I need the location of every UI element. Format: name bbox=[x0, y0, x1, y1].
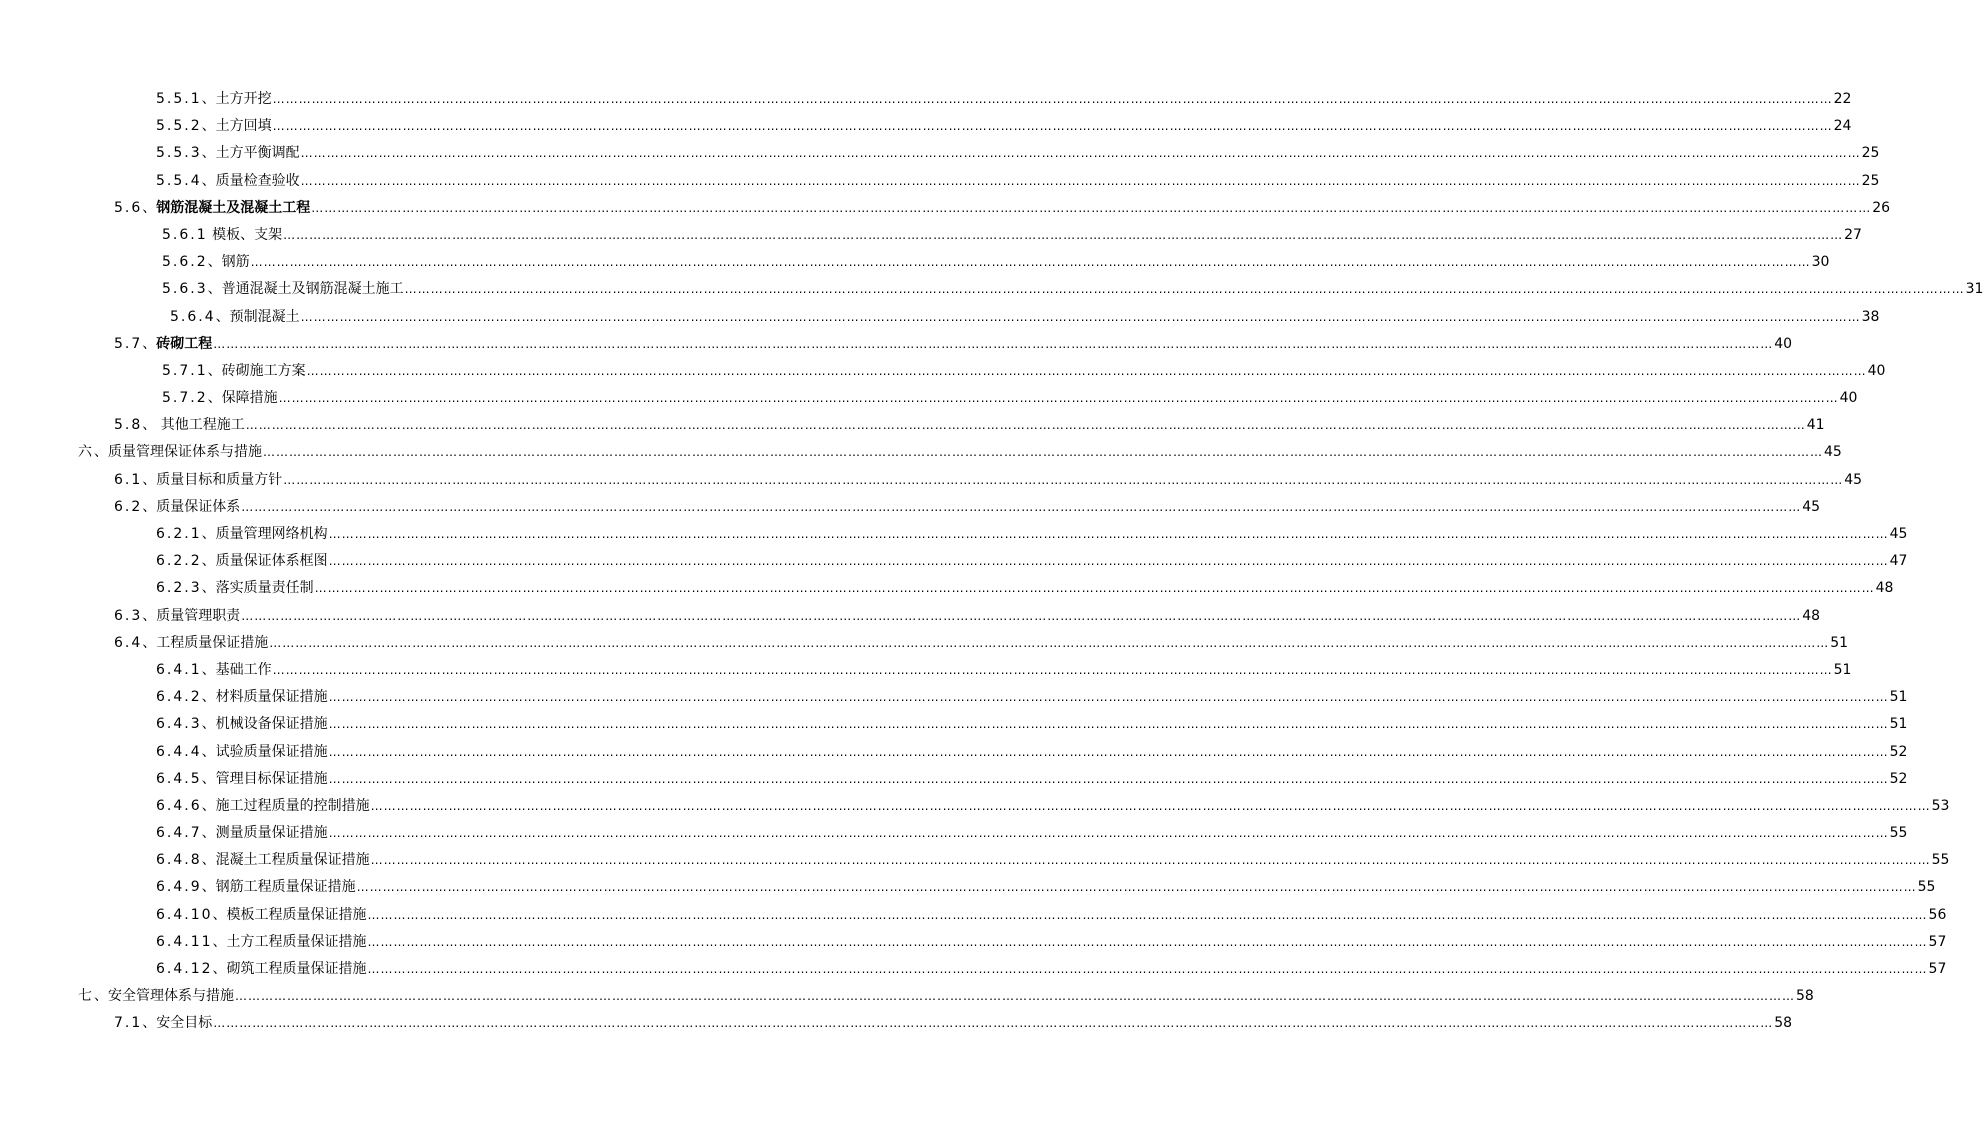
toc-separator: 、 bbox=[142, 471, 157, 488]
toc-section-number: 6.1 bbox=[114, 471, 143, 488]
toc-entry-label bbox=[114, 603, 240, 630]
toc-page-number: 55 bbox=[1889, 825, 1908, 842]
toc-page-number: 45 bbox=[1824, 444, 1842, 461]
toc-section-title: 质量目标和质量方针 bbox=[156, 471, 283, 488]
toc-row[interactable] bbox=[0, 140, 1880, 167]
toc-section-title: 模板工程质量保证措施 bbox=[226, 906, 367, 923]
toc-entry[interactable] bbox=[156, 929, 1947, 956]
toc-entry-label bbox=[162, 358, 306, 385]
toc-page-number: 45 bbox=[1889, 526, 1908, 542]
toc-section-number: 6.4 bbox=[114, 634, 143, 651]
dot-leader: ……………………………………………………………………………………………………………………………………………………………………………………………………………………………………………………………………………………………………………………………… bbox=[250, 255, 1811, 270]
toc-row[interactable] bbox=[0, 439, 1842, 466]
toc-section-title: 材料质量保证措施 bbox=[215, 689, 328, 706]
toc-row[interactable] bbox=[0, 1010, 1793, 1037]
toc-entry[interactable] bbox=[170, 304, 1880, 331]
toc-page-number: 45 bbox=[1802, 498, 1821, 515]
toc-section-number: 5.5.1 bbox=[156, 91, 202, 107]
dot-leader: ……………………………………………………………………………………………………………………………………………………………………………………………………………………………………………………………………………………………………………………………… bbox=[370, 798, 1931, 813]
toc-row[interactable] bbox=[0, 521, 1908, 548]
dot-leader: ……………………………………………………………………………………………………………………………………………………………………………………………………………………………………………………………………………………………………………………………… bbox=[245, 418, 1806, 433]
toc-entry-label bbox=[162, 249, 250, 276]
toc-row[interactable] bbox=[0, 847, 1950, 874]
toc-section-title: 预制混凝土 bbox=[229, 308, 300, 325]
dot-leader: ……………………………………………………………………………………………………………………………………………………………………………………………………………………………………………………………………………………………………………………………… bbox=[283, 472, 1844, 487]
toc-page-number: 38 bbox=[1861, 308, 1880, 325]
toc-section-number: 6.4.12 bbox=[156, 961, 213, 977]
toc-entry-label bbox=[114, 467, 282, 494]
toc-section-title: 土方工程质量保证措施 bbox=[226, 933, 367, 950]
toc-section-number: 5.6 bbox=[114, 199, 143, 216]
toc-separator: 、 bbox=[201, 526, 216, 542]
dot-leader: ……………………………………………………………………………………………………………………………………………………………………………………………………………………………………………………………………………………………………………………………… bbox=[328, 826, 1889, 841]
toc-section-title: 施工过程质量的控制措施 bbox=[215, 797, 370, 814]
toc-separator: 、 bbox=[201, 91, 216, 107]
toc-section-title: 测量质量保证措施 bbox=[215, 825, 328, 842]
toc-section-number: 5.5.3 bbox=[156, 145, 202, 162]
toc-page-number: 22 bbox=[1833, 91, 1852, 107]
toc-row[interactable] bbox=[0, 684, 1908, 711]
toc-section-number: 6.4.5 bbox=[156, 770, 202, 787]
toc-section-number: 6.2 bbox=[114, 498, 143, 515]
toc-row[interactable] bbox=[0, 766, 1908, 793]
toc-section-number: 6.4.6 bbox=[156, 797, 202, 814]
dot-leader: ……………………………………………………………………………………………………………………………………………………………………………………………………………………………………………………………………………………………………………………………… bbox=[328, 554, 1889, 569]
toc-row[interactable] bbox=[0, 657, 1852, 684]
toc-entry[interactable] bbox=[156, 168, 1880, 195]
toc-entry[interactable] bbox=[156, 684, 1908, 711]
toc-section-title: 其他工程施工 bbox=[160, 417, 245, 434]
toc-separator: 、 bbox=[215, 308, 230, 325]
dot-leader: ……………………………………………………………………………………………………………………………………………………………………………………………………………………………………………………………………………………………………………………………… bbox=[300, 309, 1861, 324]
toc-page-number: 30 bbox=[1811, 254, 1830, 271]
toc-section-number: 7.1 bbox=[114, 1015, 143, 1032]
toc-section-title: 质量检查验收 bbox=[215, 172, 300, 189]
toc-row[interactable] bbox=[0, 304, 1880, 331]
toc-page-number: 24 bbox=[1833, 118, 1852, 135]
toc-entry-label bbox=[162, 222, 282, 249]
toc-entry[interactable] bbox=[156, 575, 1894, 602]
toc-section-title: 安全目标 bbox=[156, 1015, 213, 1032]
toc-entry-label bbox=[156, 902, 367, 929]
toc-entry-label bbox=[78, 439, 262, 466]
toc-separator: 、 bbox=[201, 553, 216, 570]
toc-page-number: 52 bbox=[1889, 770, 1908, 787]
toc-row[interactable] bbox=[0, 793, 1950, 820]
toc-separator: 、 bbox=[201, 716, 216, 733]
toc-entry[interactable] bbox=[162, 276, 1983, 303]
toc-row[interactable] bbox=[0, 874, 1936, 901]
dot-leader: ……………………………………………………………………………………………………………………………………………………………………………………………………………………………………………………………………………………………………………………………… bbox=[404, 282, 1965, 297]
toc-section-title: 保障措施 bbox=[221, 390, 278, 407]
toc-entry-label bbox=[162, 276, 404, 303]
toc-separator: 、 bbox=[142, 199, 157, 216]
toc-entry-label bbox=[156, 168, 300, 195]
toc-section-title: 钢筋工程质量保证措施 bbox=[215, 879, 356, 896]
toc-entry-label bbox=[78, 983, 234, 1010]
toc-section-number: 6.4.2 bbox=[156, 689, 202, 706]
toc-page-number: 48 bbox=[1875, 580, 1894, 597]
toc-separator: 、 bbox=[212, 961, 227, 977]
toc-entry-label bbox=[114, 630, 268, 657]
dot-leader: ……………………………………………………………………………………………………………………………………………………………………………………………………………………………………………………………………………………………………………………………… bbox=[328, 771, 1889, 786]
toc-section-number: 5.8 bbox=[114, 417, 143, 434]
toc-entry-label bbox=[114, 412, 245, 439]
dot-leader: ……………………………………………………………………………………………………………………………………………………………………………………………………………………………………………………………………………………………………………………………… bbox=[300, 146, 1861, 161]
toc-section-title: 钢筋混凝土及混凝土工程 bbox=[156, 199, 311, 216]
toc-entry[interactable] bbox=[156, 766, 1908, 793]
toc-row[interactable] bbox=[0, 739, 1908, 766]
toc-entry-label bbox=[114, 331, 212, 358]
toc-separator: 、 bbox=[212, 906, 227, 923]
toc-section-number: 5.7.2 bbox=[162, 390, 208, 407]
dot-leader: ……………………………………………………………………………………………………………………………………………………………………………………………………………………………………………………………………………………………………………………………… bbox=[263, 445, 1823, 460]
toc-section-title: 土方回填 bbox=[215, 118, 272, 135]
toc-row[interactable] bbox=[0, 902, 1947, 929]
toc-page-number: 57 bbox=[1928, 961, 1947, 977]
toc-row[interactable] bbox=[0, 575, 1894, 602]
toc-row[interactable] bbox=[0, 820, 1908, 847]
dot-leader: ……………………………………………………………………………………………………………………………………………………………………………………………………………………………………………………………………………………………………………………………… bbox=[328, 717, 1889, 732]
toc-page-number: 51 bbox=[1889, 689, 1908, 706]
toc-row[interactable] bbox=[0, 331, 1793, 358]
toc-separator: 、 bbox=[201, 743, 216, 760]
toc-entry-label bbox=[156, 548, 328, 575]
dot-leader: ……………………………………………………………………………………………………………………………………………………………………………………………………………………………………………………………………………………………………………………………… bbox=[283, 227, 1844, 242]
toc-entry-label bbox=[156, 657, 272, 684]
toc-entry-label bbox=[156, 766, 328, 793]
toc-section-title: 管理目标保证措施 bbox=[215, 770, 328, 787]
toc-entry-label bbox=[156, 113, 272, 140]
dot-leader: ……………………………………………………………………………………………………………………………………………………………………………………………………………………………………………………………………………………………………………………………… bbox=[300, 173, 1861, 188]
toc-section-title: 砖砌工程 bbox=[156, 335, 213, 352]
toc-separator: 、 bbox=[207, 362, 222, 379]
toc-entry[interactable] bbox=[156, 874, 1936, 901]
toc-entry[interactable] bbox=[156, 847, 1950, 874]
dot-leader: ……………………………………………………………………………………………………………………………………………………………………………………………………………………………………………………………………………………………………………………………… bbox=[272, 662, 1833, 677]
toc-page-number: 56 bbox=[1928, 906, 1947, 923]
toc-separator: 、 bbox=[201, 879, 216, 896]
toc-separator: 、 bbox=[201, 661, 216, 678]
dot-leader: ……………………………………………………………………………………………………………………………………………………………………………………………………………………………………………………………………………………………………………………………… bbox=[328, 690, 1889, 705]
toc-entry[interactable] bbox=[156, 113, 1852, 140]
toc-separator: 、 bbox=[94, 444, 108, 461]
toc-section-title: 砌筑工程质量保证措施 bbox=[226, 961, 367, 977]
dot-leader: ……………………………………………………………………………………………………………………………………………………………………………………………………………………………………………………………………………………………………………………………… bbox=[213, 336, 1774, 351]
toc-section-title: 落实质量责任制 bbox=[215, 580, 314, 597]
toc-entry-label bbox=[156, 521, 328, 548]
toc-page-number: 31 bbox=[1965, 281, 1983, 298]
dot-leader: ……………………………………………………………………………………………………………………………………………………………………………………………………………………………………………………………………………………………………………………………… bbox=[241, 608, 1802, 623]
toc-separator: 、 bbox=[201, 825, 216, 842]
toc-row[interactable] bbox=[0, 929, 1947, 956]
toc-page-number: 40 bbox=[1839, 390, 1858, 407]
toc-page-number: 57 bbox=[1928, 933, 1947, 950]
table-of-contents bbox=[0, 86, 1983, 1038]
toc-row[interactable] bbox=[0, 222, 1862, 249]
toc-entry[interactable] bbox=[162, 385, 1858, 412]
toc-entry[interactable] bbox=[114, 412, 1825, 439]
toc-section-number: 5.7.1 bbox=[162, 362, 208, 379]
dot-leader: ……………………………………………………………………………………………………………………………………………………………………………………………………………………………………………………………………………………………………………………………… bbox=[241, 499, 1802, 514]
toc-section-number: 6.2.1 bbox=[156, 526, 202, 542]
toc-entry[interactable] bbox=[114, 195, 1891, 222]
toc-section-title: 质量管理网络机构 bbox=[215, 526, 328, 542]
dot-leader: ……………………………………………………………………………………………………………………………………………………………………………………………………………………………………………………………………………………………………………………………… bbox=[367, 962, 1928, 976]
toc-row[interactable] bbox=[0, 168, 1880, 195]
toc-section-title: 质量管理职责 bbox=[156, 607, 241, 624]
toc-section-title: 普通混凝土及钢筋混凝土施工 bbox=[221, 281, 404, 298]
toc-entry[interactable] bbox=[156, 140, 1880, 167]
toc-page-number: 55 bbox=[1931, 852, 1950, 869]
toc-entry[interactable] bbox=[162, 222, 1862, 249]
toc-page-number: 51 bbox=[1889, 716, 1908, 733]
toc-section-title: 混凝土工程质量保证措施 bbox=[215, 852, 370, 869]
toc-row[interactable] bbox=[0, 358, 1886, 385]
toc-section-number: 5.7 bbox=[114, 335, 143, 352]
toc-separator: 、 bbox=[201, 689, 216, 706]
toc-separator: 、 bbox=[201, 852, 216, 869]
toc-separator: 、 bbox=[207, 281, 222, 298]
toc-entry-label bbox=[156, 711, 328, 738]
dot-leader: ……………………………………………………………………………………………………………………………………………………………………………………………………………………………………………………………………………………………………………………………… bbox=[314, 581, 1875, 596]
toc-entry[interactable] bbox=[162, 249, 1830, 276]
toc-separator: 、 bbox=[212, 933, 227, 950]
toc-row[interactable] bbox=[0, 412, 1825, 439]
toc-entry-label bbox=[156, 575, 314, 602]
toc-separator: 、 bbox=[201, 172, 216, 189]
toc-entry-label bbox=[114, 1010, 212, 1037]
toc-page-number: 51 bbox=[1833, 661, 1852, 678]
toc-section-number: 七 bbox=[78, 988, 94, 1005]
toc-separator: 、 bbox=[207, 254, 222, 271]
toc-row[interactable] bbox=[0, 249, 1830, 276]
toc-page-number: 53 bbox=[1931, 797, 1950, 814]
toc-section-title: 试验质量保证措施 bbox=[215, 743, 328, 760]
toc-page-number: 25 bbox=[1861, 145, 1880, 162]
toc-page-number: 26 bbox=[1872, 199, 1891, 216]
toc-page-number: 45 bbox=[1844, 471, 1863, 488]
toc-section-title: 钢筋 bbox=[221, 254, 250, 271]
toc-page-number: 58 bbox=[1774, 1015, 1793, 1032]
toc-separator: 、 bbox=[201, 797, 216, 814]
toc-section-number: 5.5.4 bbox=[156, 172, 202, 189]
toc-section-number: 六 bbox=[78, 444, 94, 461]
toc-row[interactable] bbox=[0, 983, 1814, 1010]
toc-separator: 、 bbox=[207, 390, 222, 407]
toc-entry-label bbox=[156, 140, 300, 167]
toc-section-title: 质量保证体系框图 bbox=[215, 553, 328, 570]
dot-leader: ……………………………………………………………………………………………………………………………………………………………………………………………………………………………………………………………………………………………………………………………… bbox=[213, 1016, 1774, 1031]
toc-page-number: 52 bbox=[1889, 743, 1908, 760]
toc-entry[interactable] bbox=[114, 331, 1793, 358]
toc-section-number: 6.4.7 bbox=[156, 825, 202, 842]
dot-leader: ……………………………………………………………………………………………………………………………………………………………………………………………………………………………………………………………………………………………………………………………… bbox=[328, 527, 1889, 541]
toc-page-number: 48 bbox=[1802, 607, 1821, 624]
toc-entry[interactable] bbox=[156, 739, 1908, 766]
toc-section-number: 5.6.3 bbox=[162, 281, 208, 298]
toc-page-number: 55 bbox=[1917, 879, 1936, 896]
toc-row[interactable] bbox=[0, 603, 1821, 630]
toc-entry[interactable] bbox=[156, 657, 1852, 684]
toc-entry-label bbox=[156, 86, 272, 113]
toc-entry-label bbox=[170, 304, 300, 331]
toc-entry[interactable] bbox=[156, 902, 1947, 929]
dot-leader: ……………………………………………………………………………………………………………………………………………………………………………………………………………………………………………………………………………………………………………………………… bbox=[311, 200, 1872, 215]
toc-separator: 、 bbox=[201, 145, 216, 162]
toc-separator: 、 bbox=[142, 335, 157, 352]
toc-section-title: 基础工作 bbox=[215, 661, 272, 678]
toc-entry-label bbox=[156, 739, 328, 766]
toc-entry[interactable] bbox=[114, 603, 1821, 630]
dot-leader: ……………………………………………………………………………………………………………………………………………………………………………………………………………………………………………………………………………………………………………………………… bbox=[235, 989, 1795, 1004]
toc-section-number: 6.4.4 bbox=[156, 743, 202, 760]
toc-row[interactable] bbox=[0, 956, 1947, 983]
toc-section-number: 6.4.3 bbox=[156, 716, 202, 733]
toc-row[interactable] bbox=[0, 494, 1821, 521]
toc-section-number: 6.2.2 bbox=[156, 553, 202, 570]
toc-separator: 、 bbox=[142, 1015, 157, 1032]
toc-entry-label bbox=[156, 847, 370, 874]
toc-entry[interactable] bbox=[156, 956, 1947, 983]
toc-entry[interactable] bbox=[156, 521, 1908, 548]
toc-section-title: 土方平衡调配 bbox=[215, 145, 300, 162]
toc-page-number: 25 bbox=[1861, 172, 1880, 189]
toc-page-number: 51 bbox=[1830, 634, 1849, 651]
toc-entry[interactable] bbox=[156, 793, 1950, 820]
toc-section-title: 模板、支架 bbox=[212, 226, 283, 243]
dot-leader: ……………………………………………………………………………………………………………………………………………………………………………………………………………………………………………………………………………………………………………………………… bbox=[367, 907, 1928, 922]
toc-separator: 、 bbox=[142, 634, 157, 651]
toc-separator: 、 bbox=[142, 607, 157, 624]
toc-section-title: 质量保证体系 bbox=[156, 498, 241, 515]
toc-entry[interactable] bbox=[114, 494, 1821, 521]
dot-leader: ……………………………………………………………………………………………………………………………………………………………………………………………………………………………………………………………………………………………………………………………… bbox=[269, 635, 1830, 650]
toc-page-number: 40 bbox=[1774, 335, 1793, 352]
toc-separator: 、 bbox=[201, 770, 216, 787]
toc-separator: 、 bbox=[94, 988, 108, 1005]
toc-section-number: 6.3 bbox=[114, 607, 143, 624]
toc-entry[interactable] bbox=[156, 548, 1908, 575]
toc-row[interactable] bbox=[0, 385, 1858, 412]
toc-entry-label bbox=[156, 793, 370, 820]
toc-section-number: 5.6.2 bbox=[162, 254, 208, 271]
dot-leader: ……………………………………………………………………………………………………………………………………………………………………………………………………………………………………………………………………………………………………………………………… bbox=[356, 880, 1917, 895]
toc-entry-label bbox=[114, 494, 240, 521]
toc-entry[interactable] bbox=[156, 86, 1852, 113]
toc-section-number: 6.4.10 bbox=[156, 906, 213, 923]
toc-entry[interactable] bbox=[78, 983, 1814, 1010]
toc-section-title: 工程质量保证措施 bbox=[156, 634, 269, 651]
toc-entry[interactable] bbox=[114, 630, 1849, 657]
toc-page-number: 40 bbox=[1867, 362, 1886, 379]
dot-leader: ……………………………………………………………………………………………………………………………………………………………………………………………………………………………………………………………………………………………………………………………… bbox=[272, 92, 1833, 106]
toc-separator: 、 bbox=[201, 118, 216, 135]
toc-entry-label bbox=[156, 956, 367, 983]
toc-section-number: 6.2.3 bbox=[156, 580, 202, 597]
toc-section-number: 6.4.11 bbox=[156, 933, 213, 950]
dot-leader: ……………………………………………………………………………………………………………………………………………………………………………………………………………………………………………………………………………………………………………………………… bbox=[306, 363, 1867, 378]
toc-entry-label bbox=[156, 820, 328, 847]
toc-entry[interactable] bbox=[114, 467, 1863, 494]
toc-page-number: 41 bbox=[1806, 417, 1825, 434]
toc-separator: 、 bbox=[201, 580, 216, 597]
toc-entry-label bbox=[156, 874, 356, 901]
toc-entry[interactable] bbox=[156, 711, 1908, 738]
toc-row[interactable] bbox=[0, 195, 1891, 222]
toc-section-number: 6.4.8 bbox=[156, 852, 202, 869]
toc-row[interactable] bbox=[0, 276, 1983, 303]
toc-separator: 、 bbox=[142, 498, 157, 515]
toc-section-number: 6.4.1 bbox=[156, 661, 202, 678]
toc-section-title: 土方开挖 bbox=[215, 91, 272, 107]
dot-leader: ……………………………………………………………………………………………………………………………………………………………………………………………………………………………………………………………………………………………………………………………… bbox=[278, 391, 1839, 406]
toc-page-number: 58 bbox=[1796, 988, 1814, 1005]
toc-row[interactable] bbox=[0, 630, 1849, 657]
toc-page-number: 27 bbox=[1844, 226, 1862, 243]
dot-leader: ……………………………………………………………………………………………………………………………………………………………………………………………………………………………………………………………………………………………………………………………… bbox=[367, 934, 1928, 949]
toc-section-number: 5.6.1 bbox=[162, 226, 208, 243]
toc-entry-label bbox=[156, 684, 328, 711]
dot-leader: ……………………………………………………………………………………………………………………………………………………………………………………………………………………………………………………………………………………………………………………………… bbox=[328, 744, 1889, 759]
toc-entry[interactable] bbox=[156, 820, 1908, 847]
toc-row[interactable] bbox=[0, 548, 1908, 575]
toc-entry[interactable] bbox=[78, 439, 1842, 466]
toc-section-number: 6.4.9 bbox=[156, 879, 202, 896]
toc-section-title: 安全管理体系与措施 bbox=[108, 988, 234, 1005]
toc-row[interactable] bbox=[0, 86, 1852, 113]
toc-section-number: 5.5.2 bbox=[156, 118, 202, 135]
toc-separator: 、 bbox=[142, 417, 161, 434]
toc-page-number: 47 bbox=[1889, 553, 1908, 570]
dot-leader: ……………………………………………………………………………………………………………………………………………………………………………………………………………………………………………………………………………………………………………………………… bbox=[370, 853, 1931, 868]
toc-section-title: 砖砌施工方案 bbox=[221, 362, 306, 379]
toc-entry-label bbox=[162, 385, 278, 412]
toc-row[interactable] bbox=[0, 711, 1908, 738]
dot-leader: ……………………………………………………………………………………………………………………………………………………………………………………………………………………………………………………………………………………………………………………………… bbox=[272, 119, 1833, 134]
toc-entry[interactable] bbox=[162, 358, 1886, 385]
toc-entry-label bbox=[114, 195, 310, 222]
toc-row[interactable] bbox=[0, 113, 1852, 140]
toc-entry[interactable] bbox=[114, 1010, 1793, 1037]
toc-section-title: 机械设备保证措施 bbox=[215, 716, 328, 733]
toc-section-number: 5.6.4 bbox=[170, 308, 216, 325]
toc-entry-label bbox=[156, 929, 367, 956]
toc-row[interactable] bbox=[0, 467, 1863, 494]
toc-section-title: 质量管理保证体系与措施 bbox=[108, 444, 262, 461]
